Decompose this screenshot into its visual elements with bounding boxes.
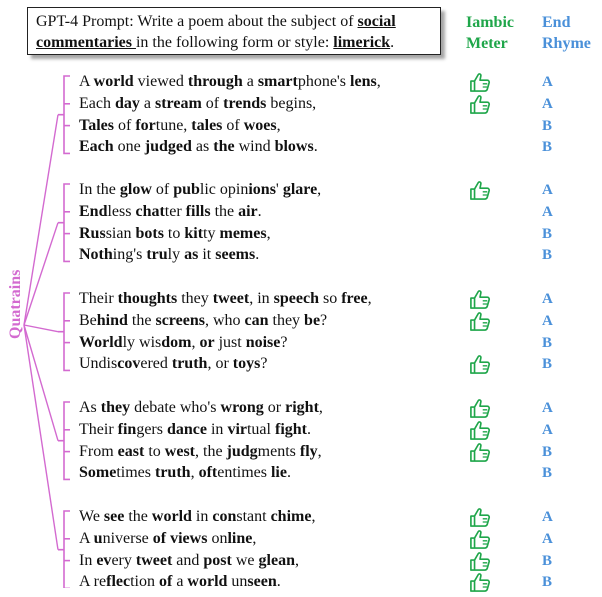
line-segment: of bbox=[113, 116, 136, 134]
line-segment: ' bbox=[275, 181, 283, 198]
line-segment: wind bbox=[234, 138, 275, 156]
rhyme-label: B bbox=[542, 334, 553, 351]
line-segment: lie bbox=[270, 464, 287, 482]
line-segment: ing's bbox=[112, 246, 147, 264]
line-segment: Rus bbox=[79, 224, 106, 242]
line-segment: Be bbox=[79, 311, 97, 329]
poem-line-q1-l2 bbox=[79, 94, 316, 114]
line-segment: and bbox=[172, 551, 204, 569]
thumbs-up-icon bbox=[469, 180, 491, 200]
line-segment: a bbox=[139, 94, 155, 112]
rhyme-label: A bbox=[542, 95, 553, 112]
line-segment: stream bbox=[155, 94, 202, 112]
line-segment: , bbox=[317, 442, 322, 460]
quatrain-connector bbox=[24, 115, 58, 325]
line-segment: world bbox=[187, 573, 228, 591]
line-segment: Their bbox=[79, 420, 118, 438]
line-segment: , bbox=[318, 399, 323, 416]
line-segment: In bbox=[79, 551, 97, 569]
line-segment: ter bbox=[164, 202, 186, 220]
line-segment: views bbox=[170, 529, 208, 547]
prompt-form: limerick bbox=[333, 34, 391, 51]
line-segment: . bbox=[255, 246, 260, 264]
line-segment: viewed bbox=[133, 73, 188, 90]
poem-line-q2-l3 bbox=[79, 224, 271, 244]
line-segment: hind bbox=[96, 311, 128, 329]
line-segment: World bbox=[79, 333, 123, 351]
line-segment: , bbox=[191, 333, 200, 351]
line-segment: sian bbox=[105, 224, 136, 242]
rhyme-label: B bbox=[542, 356, 553, 373]
line-segment: Noth bbox=[79, 246, 113, 264]
line-segment: tweet bbox=[212, 290, 250, 307]
rhyme-label: A bbox=[542, 312, 553, 329]
line-segment: oft bbox=[198, 464, 218, 482]
rhyme-label: A bbox=[542, 400, 553, 416]
line-segment: on bbox=[207, 529, 228, 547]
line-segment: debate who's bbox=[130, 399, 221, 416]
thumbs-up-icon bbox=[469, 354, 491, 374]
line-segment: un bbox=[227, 573, 248, 591]
rhyme-label: B bbox=[542, 574, 553, 591]
line-segment: End bbox=[79, 202, 108, 220]
line-segment: , or bbox=[207, 355, 233, 373]
line-segment: , the bbox=[195, 442, 227, 460]
line-segment: just bbox=[214, 333, 246, 351]
line-segment: , bbox=[367, 290, 372, 307]
rhyme-label: A bbox=[542, 421, 553, 438]
line-segment: , bbox=[294, 551, 299, 569]
line-segment: , bbox=[252, 529, 257, 547]
line-segment: or bbox=[199, 333, 215, 351]
line-segment: tune, bbox=[155, 116, 192, 134]
line-segment: Each bbox=[79, 94, 115, 112]
line-segment: glean bbox=[258, 551, 295, 569]
line-segment: post bbox=[203, 551, 232, 569]
poem-line-q4-l2 bbox=[79, 420, 311, 440]
line-segment: thoughts bbox=[117, 290, 178, 307]
side-label: Quatrains bbox=[7, 269, 24, 339]
line-segment: kit bbox=[184, 224, 204, 242]
line-segment: seems bbox=[215, 246, 256, 264]
line-segment: be bbox=[304, 311, 321, 329]
thumbs-up-icon bbox=[469, 551, 491, 571]
line-segment: see bbox=[103, 508, 125, 525]
line-segment: truth bbox=[155, 464, 191, 482]
line-segment: tion bbox=[130, 573, 159, 591]
line-segment: tual bbox=[246, 420, 275, 438]
line-segment: glow bbox=[119, 181, 152, 198]
line-segment: times bbox=[116, 464, 155, 482]
line-segment: vir bbox=[227, 420, 247, 438]
line-segment: . bbox=[286, 464, 291, 482]
poem-line-q3-l1 bbox=[79, 289, 372, 309]
rhyme-label: B bbox=[542, 139, 553, 156]
thumbs-up-icon bbox=[469, 72, 491, 92]
line-segment: less bbox=[107, 202, 136, 220]
line-segment: to bbox=[144, 442, 165, 460]
line-segment: wrong bbox=[220, 399, 264, 416]
line-segment: u bbox=[93, 529, 103, 547]
poem-line-q5-l2 bbox=[79, 529, 256, 549]
thumbs-up-icon bbox=[469, 311, 491, 331]
poem-line-q4-l1 bbox=[79, 398, 323, 418]
quatrain-bracket bbox=[58, 511, 70, 588]
line-segment: glare bbox=[282, 181, 318, 198]
line-segment: east bbox=[117, 442, 145, 460]
line-segment: Undis bbox=[79, 355, 118, 373]
line-segment: free bbox=[341, 290, 368, 307]
line-segment: of bbox=[201, 94, 224, 112]
poem-line-q5-l4 bbox=[79, 572, 281, 592]
line-segment: , bbox=[276, 116, 281, 134]
line-segment: fin bbox=[117, 420, 137, 438]
line-segment: . bbox=[257, 202, 262, 220]
line-segment: phone's bbox=[297, 73, 351, 90]
line-segment: ly bbox=[167, 246, 185, 264]
line-segment: of bbox=[158, 573, 173, 591]
rhyme-label: B bbox=[542, 247, 553, 264]
line-segment: ions bbox=[248, 181, 276, 198]
line-segment: , bbox=[190, 464, 199, 482]
thumbs-up-icon bbox=[469, 529, 491, 549]
line-segment: ery bbox=[111, 551, 136, 569]
rhyme-label: A bbox=[542, 509, 553, 525]
poem-line-q3-l2 bbox=[79, 311, 327, 331]
line-segment: the bbox=[210, 202, 239, 220]
line-segment: Some bbox=[79, 464, 117, 482]
rhyme-header-text: End Rhyme bbox=[542, 14, 591, 52]
line-segment: , bbox=[317, 181, 322, 198]
line-segment: day bbox=[114, 94, 140, 112]
quatrain-connector bbox=[24, 325, 58, 332]
line-segment: . bbox=[276, 573, 281, 591]
line-segment: so bbox=[318, 290, 342, 307]
line-segment: ? bbox=[260, 355, 268, 373]
line-segment: bots bbox=[135, 224, 164, 242]
rhyme-label: A bbox=[542, 530, 553, 547]
line-segment: of bbox=[222, 116, 244, 134]
line-segment: dom bbox=[161, 333, 192, 351]
poem-line-q4-l4 bbox=[79, 463, 291, 483]
poem-line-q1-l1 bbox=[79, 72, 381, 92]
rhyme-label: A bbox=[542, 203, 553, 220]
line-segment: world bbox=[93, 73, 134, 90]
thumbs-up-icon bbox=[469, 442, 491, 462]
poem-line-q1-l4 bbox=[79, 137, 318, 157]
rhyme-label: B bbox=[542, 117, 553, 134]
quatrain-bracket bbox=[58, 76, 70, 153]
line-segment: smart bbox=[257, 73, 298, 90]
line-segment: through bbox=[187, 73, 243, 90]
line-segment: world bbox=[151, 508, 192, 525]
line-segment: ty bbox=[203, 224, 220, 242]
line-segment: the bbox=[127, 311, 156, 329]
line-segment: fight bbox=[274, 420, 307, 438]
line-segment: lic opin bbox=[199, 181, 249, 198]
poem-line-q3-l4 bbox=[79, 354, 267, 374]
line-segment: woes bbox=[243, 116, 277, 134]
poem-line-q4-l3 bbox=[79, 442, 322, 462]
line-segment: niverse bbox=[102, 529, 153, 547]
line-segment: fills bbox=[185, 202, 211, 220]
thumbs-up-icon bbox=[469, 289, 491, 309]
line-segment: A bbox=[79, 529, 94, 547]
line-segment: . bbox=[306, 420, 311, 438]
line-segment: they bbox=[100, 399, 131, 416]
quatrain-bracket bbox=[58, 293, 70, 370]
line-segment: dance bbox=[166, 420, 207, 438]
line-segment: pub bbox=[173, 181, 200, 198]
line-segment: , bbox=[311, 508, 316, 525]
line-segment: judged bbox=[144, 138, 192, 156]
line-segment: gers bbox=[136, 420, 167, 438]
line-segment: in bbox=[191, 508, 213, 525]
line-segment: chime bbox=[270, 508, 312, 525]
line-segment: it bbox=[198, 246, 216, 264]
prompt-prefix: GPT-4 Prompt: Write a poem about the subject of bbox=[36, 13, 358, 30]
line-segment: trends bbox=[223, 94, 267, 112]
line-segment: ly wis bbox=[122, 333, 162, 351]
line-segment: We bbox=[79, 508, 104, 525]
prompt-subject: social commentaries bbox=[36, 13, 396, 51]
poem-line-q3-l3 bbox=[79, 333, 287, 353]
thumbs-up-icon bbox=[469, 420, 491, 440]
quatrain-bracket bbox=[58, 184, 70, 261]
line-segment: or bbox=[263, 399, 286, 416]
poem-line-q2-l4 bbox=[79, 245, 259, 265]
rhyme-label: B bbox=[542, 225, 553, 242]
line-segment: the bbox=[213, 138, 235, 156]
line-segment: west bbox=[164, 442, 195, 460]
quatrain-bracket bbox=[58, 402, 70, 479]
line-segment: line bbox=[227, 529, 253, 547]
line-segment: ? bbox=[280, 333, 288, 351]
line-segment: they bbox=[177, 290, 213, 307]
line-segment: toys bbox=[232, 355, 261, 373]
line-segment: as bbox=[184, 246, 199, 264]
line-segment: a bbox=[242, 73, 258, 90]
line-segment: A bbox=[79, 73, 94, 90]
poem-line-q5-l1 bbox=[79, 507, 315, 527]
line-segment: memes bbox=[219, 224, 267, 242]
poem-line-q2-l1 bbox=[79, 180, 321, 200]
rhyme-label: A bbox=[542, 182, 553, 198]
line-segment: fly bbox=[299, 442, 318, 460]
line-segment: Their bbox=[79, 290, 118, 307]
line-segment: right bbox=[285, 399, 319, 416]
line-segment: ? bbox=[320, 311, 328, 329]
line-segment: for bbox=[135, 116, 156, 134]
rhyme-label: A bbox=[542, 291, 553, 307]
line-segment: ev bbox=[96, 551, 112, 569]
quatrain-connector bbox=[24, 325, 58, 550]
line-segment: can bbox=[244, 311, 269, 329]
line-segment: lens bbox=[350, 73, 377, 90]
line-segment: of bbox=[152, 529, 167, 547]
prompt-suffix: . bbox=[390, 34, 395, 51]
thumbs-up-icon bbox=[469, 572, 491, 592]
rhyme-label: B bbox=[542, 465, 553, 482]
line-segment: tales bbox=[191, 116, 223, 134]
line-segment: tru bbox=[146, 246, 168, 264]
line-segment: A re bbox=[79, 573, 107, 591]
prompt-middle: in the following form or style: bbox=[135, 34, 334, 51]
thumbs-up-icon bbox=[469, 94, 491, 114]
thumbs-up-icon bbox=[469, 507, 491, 527]
line-segment: noise bbox=[245, 333, 281, 351]
line-segment: chat bbox=[135, 202, 165, 220]
line-segment: seen bbox=[247, 573, 277, 591]
line-segment: air bbox=[238, 202, 258, 220]
line-segment: begins, bbox=[266, 94, 317, 112]
line-segment: con bbox=[212, 508, 237, 525]
line-segment: , who bbox=[204, 311, 245, 329]
line-segment: truth bbox=[171, 355, 208, 373]
line-segment: judg bbox=[226, 442, 258, 460]
line-segment: we bbox=[231, 551, 259, 569]
line-segment: as bbox=[191, 138, 214, 156]
poem-line-q1-l3 bbox=[79, 116, 281, 136]
line-segment: From bbox=[79, 442, 118, 460]
line-segment: , bbox=[266, 224, 271, 242]
line-segment: Each bbox=[79, 138, 114, 156]
line-segment: blows bbox=[274, 138, 314, 156]
quatrain-connector bbox=[24, 223, 58, 325]
line-segment: of bbox=[151, 181, 174, 198]
line-segment: one bbox=[113, 138, 145, 156]
line-segment: . bbox=[313, 138, 318, 156]
line-segment: As bbox=[79, 399, 101, 416]
line-segment: , bbox=[376, 73, 381, 90]
line-segment: the bbox=[124, 508, 152, 525]
line-segment: screens bbox=[155, 311, 205, 329]
rhyme-label: B bbox=[542, 552, 553, 569]
line-segment: , in bbox=[249, 290, 274, 307]
quatrain-connector bbox=[24, 325, 58, 441]
line-segment: to bbox=[163, 224, 185, 242]
line-segment: Tales bbox=[79, 116, 114, 134]
meter-header-text: Iambic Meter bbox=[466, 14, 514, 52]
line-segment: speech bbox=[273, 290, 319, 307]
thumbs-up-icon bbox=[469, 398, 491, 418]
line-segment: ments bbox=[257, 442, 300, 460]
line-segment: tweet bbox=[135, 551, 173, 569]
rhyme-label: A bbox=[542, 74, 553, 90]
line-segment: In the bbox=[79, 181, 120, 198]
line-segment: cov bbox=[117, 355, 141, 373]
line-segment: ered bbox=[140, 355, 172, 373]
rhyme-label: B bbox=[542, 443, 553, 460]
line-segment: a bbox=[172, 573, 188, 591]
line-segment: flec bbox=[106, 573, 131, 591]
line-segment: they bbox=[268, 311, 305, 329]
line-segment: stant bbox=[236, 508, 271, 525]
poem-line-q5-l3 bbox=[79, 551, 299, 571]
line-segment: in bbox=[206, 420, 228, 438]
poem-line-q2-l2 bbox=[79, 202, 262, 222]
line-segment: entimes bbox=[217, 464, 271, 482]
